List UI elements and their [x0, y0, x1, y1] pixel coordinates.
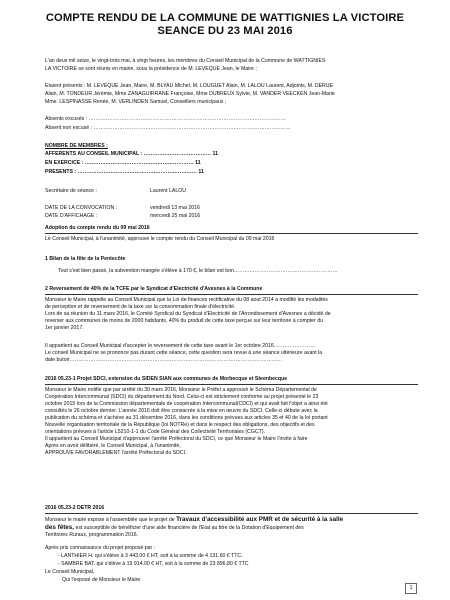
adoption-text: Le Conseil Municipal, à l'unanimité, approuve le compte rendu du Conseil Municipal du 09 mai 2016 — [45, 236, 275, 242]
convocation-value: vendredi 13 mai 2016 — [150, 205, 200, 211]
presents-line: Alain, M. TONDEUR Jérémie, Mme ZANAGUIRRANE Françoise, Mme DUBREUX Sylvie, M. VANDER VEECKEN Jean-Marie — [45, 91, 335, 97]
devis-item: - LANTHIER H. qui s'élève à 3 443.00 € HT, soit à la somme de 4 131.60 € TTC. — [58, 553, 243, 559]
detr-line-rest: est susceptible de bénéficier d'une aide financière de l'Etat au titre de la Dotation d'Equipement des — [75, 525, 304, 531]
absent-non-excuse: Absent non excusé : …………………………………………………………………………………………………… — [45, 125, 291, 131]
sdci-line: octobre 2015 lors de la Commission départementale de coopération Intercommunal(CDCI) et qui avait fait l'objet a ainsi été — [45, 401, 328, 407]
detr-heading: 2016 05.23-2 DETR 2016 — [45, 505, 105, 511]
sdci-line: Coopération Intercommunal (SDCI) du département du Nord. Celui-ci est strictement conforme au projet présenté le 23 — [45, 394, 319, 400]
devis-item: - SAMBRE BAT. qui s'élève à 19 914.00 € HT, soit à la somme de 23 896.80 € TTC — [58, 561, 249, 567]
detr-line — [45, 516, 343, 524]
page-number: 1 — [405, 583, 417, 594]
detr-project-title-end: des fêtes, — [45, 524, 75, 531]
sdci-line: orientations prévues à l'article L5210-1-1 du Code Général des Collectivité Territoriales (CGCT). — [45, 429, 266, 435]
sdci-line: Après en avoir délibéré, le Conseil Municipal, à l'unanimité, — [45, 443, 181, 449]
sdci-line: consultés le 26 octobre dernier. L'année 2016 doit être consacrée à la mise en œuvre du SDCI. Celle-ci débute avec la — [45, 408, 318, 414]
session-date-title: SEANCE DU 23 MAI 2016 — [157, 25, 293, 37]
presents-line: Etaient présents : M. LEVEQUE Jean, Maire, M. BLYAU Michel, M. LOUGUET Alain, M. LALOU Laurent, Adjoints, M. DERUE — [45, 83, 334, 89]
detr-line: Territoires Ruraux, programmation 2016. — [45, 532, 139, 538]
absents-excuses: Absents excusés : …………………………………………………………………………………………………… — [45, 116, 286, 122]
tcfe-line: Le conseil Municipal ne se prononce pas durant cette séance, cette question sera revue à une séance ultérieure avant la — [45, 350, 323, 356]
bilan-text: Tout s'est bien passé, la subvention mangée s'élève à 170 €, le bilan est bon…………………………………………………… — [58, 268, 338, 274]
bilan-heading: 1 Bilan de la fête de la Pentecôte — [45, 256, 126, 262]
document-title: COMPTE RENDU DE LA COMMUNE DE WATTIGNIES LA VICTOIRE — [45, 12, 405, 24]
section-divider — [45, 294, 418, 295]
section-divider — [45, 513, 418, 514]
tcfe-line: Monsieur le Maire rappelle au Conseil Municipal que la Loi de finances rectificative du 08 aout 2014 a modifié les modalités — [45, 297, 328, 303]
tcfe-line: reverser aux communes de moins de 2000 habitants, 40% du produit de cette taxe perçue sur leur territoire à compter du — [45, 318, 323, 324]
detr-project-title: Travaux d'accessibilité aux PMR et de sécurité à la salle — [176, 516, 344, 523]
sdci-line: Nouvelle organisation territoriale de la République (loi NOTRe) et dans le respect des obligations, des objectifs et des — [45, 422, 315, 428]
tcfe-line: Lors de sa réunion du 11 mars 2016, le Comité Syndical du Syndicat d'Electricité de l'Arrondissement d'Avesnes a décidé de — [45, 311, 331, 317]
tcfe-line: de perception et de reversement de la taxe sur la consommation finale d'électricité. — [45, 304, 236, 310]
section-divider — [45, 233, 418, 234]
proposal-line: Qui l'exposé de Monsieur le Maire — [62, 577, 141, 583]
section-divider — [45, 384, 418, 385]
secretaire-value: Laurent LALOU — [150, 188, 187, 194]
sdci-line: Il appartient au Conseil Municipal d'approuver l'arrêté Préfectoral du SDCI, ce que Monsieur le Maire l'invite à faire — [45, 436, 308, 442]
affichage-label: DATE D'AFFICHAGE : — [45, 213, 98, 219]
tcfe-heading: 2 Reversement de 40% de la TCFE par le Syndicat d'Electricité d'Avesnes à la Commune — [45, 286, 263, 292]
conseil-line: Le Conseil Municipal, — [45, 569, 95, 575]
tcfe-line: 1er janvier 2017. — [45, 325, 84, 331]
convocation-label: DATE DE LA CONVOCATION : — [45, 205, 118, 211]
presents-line: Mme. LESPINASSE Renée, M. VERLINDEN Samuel, Conseillers municipaux ; — [45, 99, 227, 105]
intro-line: LA VICTOIRE se sont réunis en mairie, sous la présidence de M. LEVEQUE Jean, le Maire ; — [45, 66, 257, 72]
members-exercice: EN EXERCICE : ……………………………………………………… 11 — [45, 160, 201, 166]
sdci-line: publication du schéma et s'achève au 31 décembre 2016, dans les conditions prévues aux articles 35 et 40 de la loi portant — [45, 415, 328, 421]
tcfe-line: Il appartient au Conseil Municipal d'accepter le reversement de cette taxe avant le 1er octobre 2016…………………… — [45, 343, 316, 349]
intro-line: L'an deux mil seize, le vingt-trois mai, à vingt heures, les membres du Conseil Municipal de la Commune de WATTIGNIES — [45, 58, 326, 64]
affichage-value: mercredi 25 mai 2016 — [150, 213, 201, 219]
sdci-heading: 2016 05.23-1 Projet SDCI, extension du SIDEN SIAN aux communes de Morbecque et Steenbecque — [45, 376, 288, 382]
members-afferents: AFFERENTS AU CONSEIL MUNICIPAL : ………………………………… 11 — [45, 151, 219, 157]
adoption-heading: Adoption du compte rendu du 09 mai 2016 — [45, 225, 150, 231]
devis-intro: Après pris connaissance du projet proposé par : — [45, 545, 156, 551]
members-header: NOMBRE DE MEMBRES : — [45, 143, 108, 149]
detr-line — [45, 524, 304, 532]
members-presents: PRESENTS : …………………………………………………………… 11 — [45, 169, 204, 175]
sdci-line: APPROUVE FAVORABLEMENT l'arrêté Préfectoral du SDCI. — [45, 450, 187, 456]
detr-line-start: Monsieur le maire expose à l'assemblée que le projet de — [45, 517, 175, 523]
secretaire-label: Secrétaire de séance : — [45, 188, 97, 194]
tcfe-line: date butoir…………………………………………………………………………………………………………… — [45, 357, 283, 363]
sdci-line: Monsieur le Maire notifie que par arrêté du 30 mars 2016, Monsieur le Préfet a approuvé le Schéma Départemental de — [45, 387, 317, 393]
